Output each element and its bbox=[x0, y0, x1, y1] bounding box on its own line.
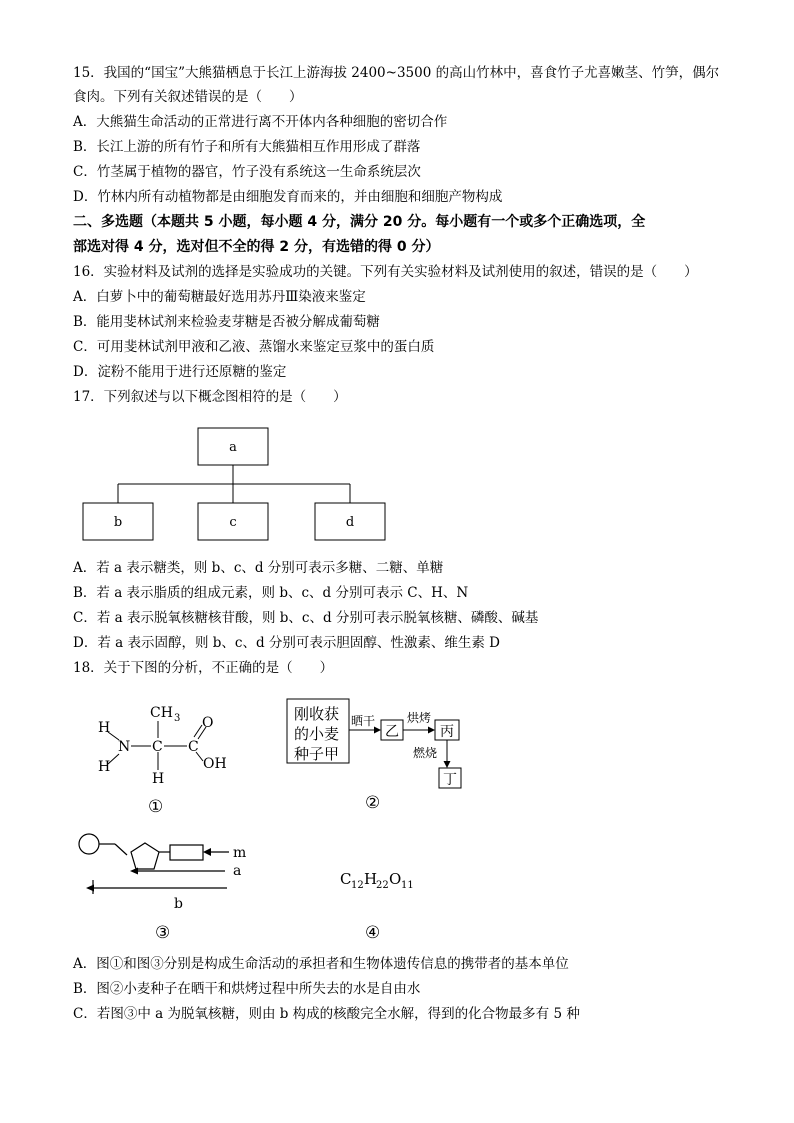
svg-text:丁: 丁 bbox=[443, 772, 457, 788]
q16-option-a: A．白萝卜中的葡萄糖最好选用苏丹Ⅲ染液来鉴定 bbox=[73, 289, 366, 305]
svg-text:12: 12 bbox=[351, 880, 364, 891]
svg-text:22: 22 bbox=[376, 880, 389, 891]
q18-stem: 18．关于下图的分析，不正确的是（ ） bbox=[73, 660, 334, 676]
svg-text:N: N bbox=[118, 739, 131, 755]
svg-text:H: H bbox=[364, 870, 378, 888]
concept-label-b: b bbox=[113, 515, 123, 530]
q18-option-a: A．图①和图③分别是构成生命活动的承担者和生物体遗传信息的携带者的基本单位 bbox=[73, 956, 569, 972]
figure-4-label: ④ bbox=[365, 923, 381, 943]
q15-option-a: A．大熊猫生命活动的正常进行离不开体内各种细胞的密切合作 bbox=[73, 114, 448, 130]
q15-option-c: C．竹茎属于植物的器官，竹子没有系统这一生命系统层次 bbox=[73, 164, 421, 180]
svg-text:m: m bbox=[233, 845, 247, 861]
q15-stem-line2: 食肉。下列有关叙述错误的是（ ） bbox=[73, 89, 303, 105]
q15-stem-line1: 15．我国的“国宝”大熊猫栖息于长江上游海拔 2400~3500 的高山竹林中，喜食竹子尤喜嫩茎、竹笋，偶尔 bbox=[73, 65, 720, 81]
svg-text:的小麦: 的小麦 bbox=[294, 725, 340, 743]
svg-text:C: C bbox=[340, 870, 352, 888]
figure-1-label: ① bbox=[148, 797, 164, 817]
figure-3-label: ③ bbox=[155, 923, 171, 943]
q15-option-b: B．长江上游的所有竹子和所有大熊猫相互作用形成了群落 bbox=[73, 139, 421, 155]
svg-text:b: b bbox=[174, 896, 183, 912]
q18-option-b: B．图②小麦种子在晒干和烘烤过程中所失去的水是自由水 bbox=[73, 981, 421, 997]
q16-option-d: D．淀粉不能用于进行还原糖的鉴定 bbox=[73, 364, 287, 380]
svg-text:H: H bbox=[152, 771, 165, 787]
svg-text:乙: 乙 bbox=[385, 724, 399, 740]
svg-text:种子甲: 种子甲 bbox=[294, 745, 340, 763]
q17-option-b: B．若 a 表示脂质的组成元素，则 b、c、d 分别可表示 C、H、N bbox=[73, 585, 469, 601]
q17-option-c: C．若 a 表示脱氧核糖核苷酸，则 b、c、d 分别可表示脱氧核糖、磷酸、碱基 bbox=[73, 610, 539, 626]
concept-diagram bbox=[70, 420, 400, 550]
q18-option-c: C．若图③中 a 为脱氧核糖，则由 b 构成的核酸完全水解，得到的化合物最多有 5 种 bbox=[73, 1006, 580, 1022]
svg-text:烘烤: 烘烤 bbox=[407, 711, 432, 725]
q16-option-b: B．能用斐林试剂来检验麦芽糖是否被分解成葡萄糖 bbox=[73, 314, 380, 330]
q15-option-d: D．竹林内所有动植物都是由细胞发育而来的，并由细胞和细胞产物构成 bbox=[73, 189, 503, 205]
figure-4-formula bbox=[335, 860, 435, 946]
concept-label-a: a bbox=[229, 440, 237, 455]
svg-text:CH: CH bbox=[150, 705, 173, 721]
svg-text:H: H bbox=[98, 759, 111, 775]
svg-text:C: C bbox=[188, 739, 199, 755]
figure-2-seed-flow bbox=[285, 696, 475, 821]
svg-text:晒干: 晒干 bbox=[351, 714, 376, 728]
section2-heading-line1: 二、多选题（本题共 5 小题，每小题 4 分，满分 20 分。每小题有一个或多个正确选项，全 bbox=[73, 214, 646, 230]
svg-text:OH: OH bbox=[203, 756, 227, 772]
q17-option-d: D．若 a 表示固醇，则 b、c、d 分别可表示胆固醇、性激素、维生素 D bbox=[73, 635, 500, 651]
concept-label-c: c bbox=[229, 515, 237, 530]
q16-stem: 16．实验材料及试剂的选择是实验成功的关键。下列有关实验材料及试剂使用的叙述，错误的是（ ） bbox=[73, 264, 698, 280]
figure-1-amino-acid bbox=[90, 700, 250, 825]
pentose-ring bbox=[131, 843, 159, 869]
svg-text:燃烧: 燃烧 bbox=[413, 746, 438, 760]
figure-3-nucleotide bbox=[75, 828, 275, 946]
q17-stem: 17．下列叙述与以下概念图相符的是（ ） bbox=[73, 389, 347, 405]
svg-text:11: 11 bbox=[401, 880, 414, 891]
figure-2-label: ② bbox=[365, 793, 381, 813]
phosphate-circle bbox=[79, 834, 99, 854]
section2-heading-line2: 部选对得 4 分，选对但不全的得 2 分，有选错的得 0 分） bbox=[73, 239, 440, 255]
concept-label-d: d bbox=[345, 515, 355, 530]
svg-text:H: H bbox=[98, 720, 111, 736]
svg-text:a: a bbox=[233, 863, 242, 879]
svg-text:刚收获: 刚收获 bbox=[294, 705, 340, 723]
svg-text:丙: 丙 bbox=[440, 724, 454, 740]
base-rect bbox=[170, 845, 203, 860]
svg-text:C: C bbox=[152, 739, 163, 755]
svg-text:3: 3 bbox=[174, 713, 181, 724]
svg-text:O: O bbox=[202, 715, 214, 731]
q16-option-c: C．可用斐林试剂甲液和乙液、蒸馏水来鉴定豆浆中的蛋白质 bbox=[73, 339, 435, 355]
q17-option-a: A．若 a 表示糖类，则 b、c、d 分别可表示多糖、二糖、单糖 bbox=[73, 560, 444, 576]
svg-text:O: O bbox=[389, 870, 402, 888]
